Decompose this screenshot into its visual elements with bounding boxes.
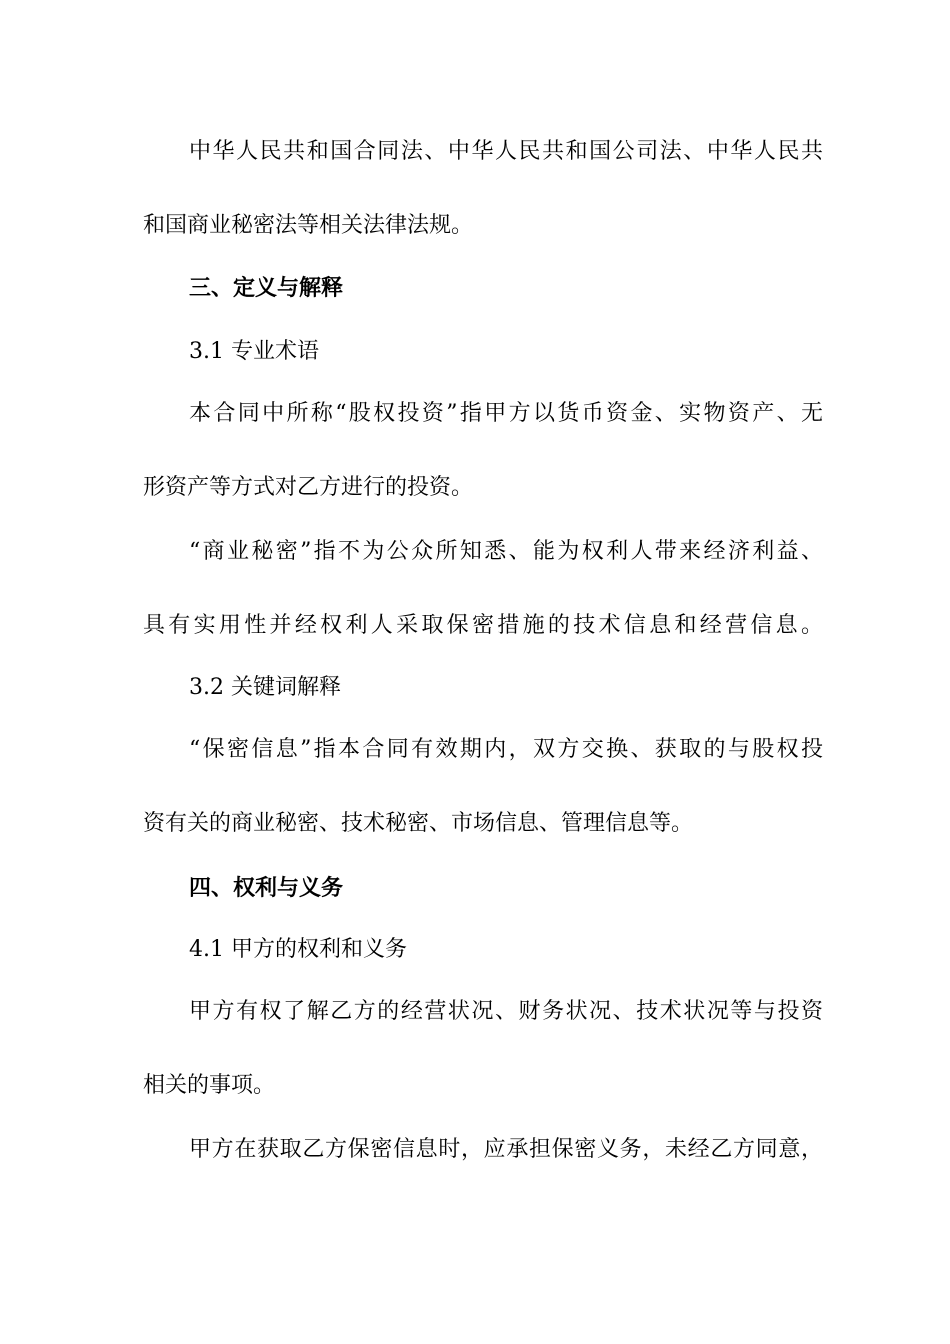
paragraph-line: 相关的事项。 xyxy=(143,1073,276,1098)
paragraph-line: 甲方有权了解乙方的经营状况、财务状况、技术状况等与投资 xyxy=(189,999,823,1024)
paragraph-line: 资有关的商业秘密、技术秘密、市场信息、管理信息等。 xyxy=(143,811,694,836)
section-heading: 三、定义与解释 xyxy=(189,275,344,301)
paragraph-line: 和国商业秘密法等相关法律法规。 xyxy=(143,213,474,238)
subsection-heading: 3.2 关键词解释 xyxy=(189,675,341,700)
paragraph-line: 具有实用性并经权利人采取保密措施的技术信息和经营信息。 xyxy=(143,613,823,638)
paragraph-line: “保密信息”指本合同有效期内，双方交换、获取的与股权投 xyxy=(189,737,823,762)
paragraph-line: “商业秘密”指不为公众所知悉、能为权利人带来经济利益、 xyxy=(189,539,823,564)
subsection-heading: 3.1 专业术语 xyxy=(189,339,319,364)
paragraph-line: 中华人民共和国合同法、中华人民共和国公司法、中华人民共 xyxy=(189,139,823,164)
subsection-heading: 4.1 甲方的权利和义务 xyxy=(189,937,407,962)
paragraph-line: 甲方在获取乙方保密信息时，应承担保密义务，未经乙方同意， xyxy=(189,1137,823,1162)
paragraph-line: 形资产等方式对乙方进行的投资。 xyxy=(143,475,474,500)
section-heading: 四、权利与义务 xyxy=(189,875,344,901)
paragraph-line: 本合同中所称“股权投资”指甲方以货币资金、实物资产、无 xyxy=(189,401,823,426)
